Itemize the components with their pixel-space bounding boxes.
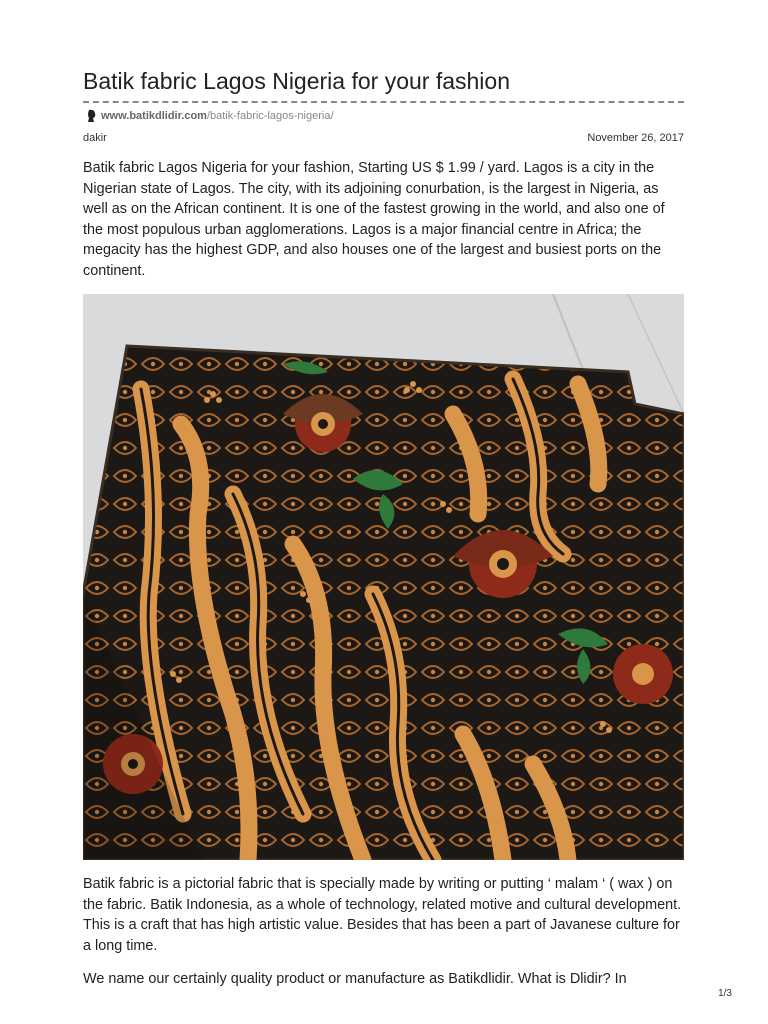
source-domain[interactable]: www.batikdlidir.com (101, 110, 207, 122)
page-number: 1/3 (718, 988, 732, 999)
batik-description-paragraph: Batik fabric is a pictorial fabric that is specially made by writing or putting ‘ malam ‘ ( wax ) on the fabric. Batik Indonesia, as a whole of technology, related motive and cultural development. This is a craft that has high artistic value. Besides that has been a part of Javanese culture for a long time. (83, 876, 682, 954)
intro-paragraph: Batik fabric Lagos Nigeria for your fashion, Starting US $ 1.99 / yard. Lagos is a city in the Nigerian state of Lagos. The city, with its adjoining conurbation, is the largest in Nigeria, as well as on the African continent. It is one of the fastest growing in the world, and also one of the most populous urban agglomerations. Lagos is a major financial centre in Africa; the megacity has the highest GDP, and also houses one of the largest and busiest ports on the continent. (83, 160, 665, 279)
source-path[interactable]: /batik-fabric-lagos-nigeria/ (206, 110, 334, 122)
publish-date: November 26, 2017 (587, 132, 684, 144)
author-name: dakir (83, 132, 107, 144)
article-title: Batik fabric Lagos Nigeria for your fashion (83, 68, 510, 94)
batik-fabric-photo (83, 294, 684, 860)
source-link[interactable] (85, 108, 334, 124)
article-meta (83, 132, 684, 144)
site-favicon-icon (85, 109, 98, 123)
brand-paragraph: We name our certainly quality product or manufacture as Batikdlidir. What is Dlidir? In (83, 971, 627, 987)
title-divider (83, 101, 684, 103)
